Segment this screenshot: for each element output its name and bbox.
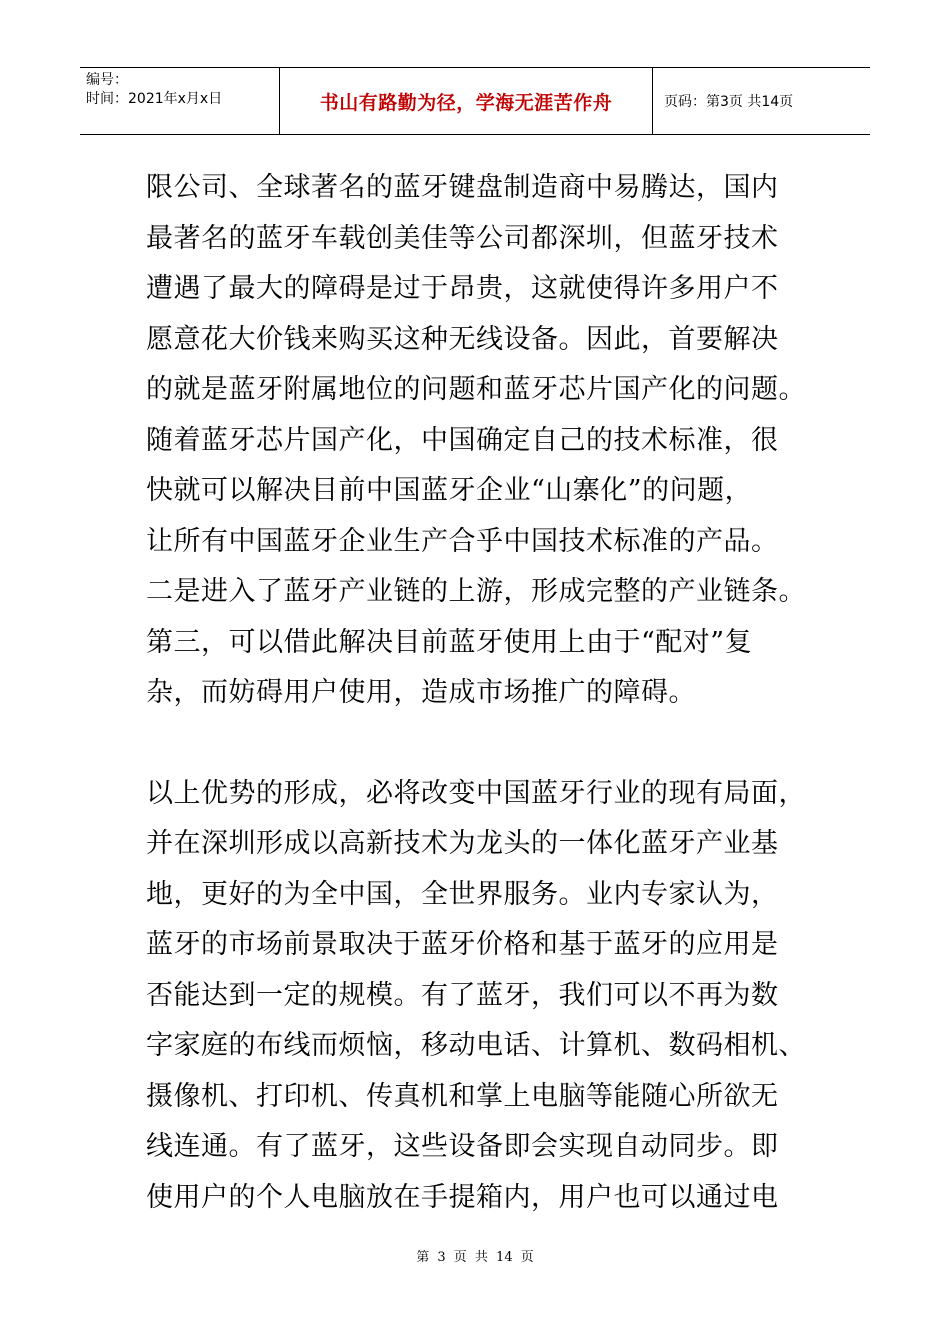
- text-line: 字家庭的布线而烦恼，移动电话、计算机、数码相机、: [146, 1030, 806, 1061]
- footer-page-number: 第 3 页 共 14 页: [416, 1250, 534, 1265]
- text-line: 二是进入了蓝牙产业链的上游，形成完整的产业链条。: [146, 576, 806, 607]
- paragraph-2: [146, 769, 826, 1224]
- text-line: 杂，而妨碍用户使用，造成市场推广的障碍。: [146, 677, 696, 708]
- text-line: 最著名的蓝牙车载创美佳等公司都深圳，但蓝牙技术: [146, 222, 779, 254]
- text-line: 随着蓝牙芯片国产化，中国确定自己的技术标准，很: [146, 424, 779, 456]
- text-line: 摄像机、打印机、传真机和掌上电脑等能随心所欲无: [146, 1080, 779, 1112]
- page-code-label: 页码：第3页 共14页: [664, 94, 794, 110]
- paragraph-1: [146, 163, 826, 719]
- text-line: 限公司、全球著名的蓝牙键盘制造商中易腾达，国内: [146, 172, 779, 203]
- text-line: 地，更好的为全中国，全世界服务。业内专家认为，: [146, 878, 779, 910]
- text-line: 第三，可以借此解决目前蓝牙使用上由于“配对”复: [146, 626, 753, 658]
- text-line: 愿意花大价钱来购买这种无线设备。因此，首要解决: [146, 323, 779, 355]
- header-motto: 书山有路勤为径，学海无涯苦作舟: [319, 91, 613, 114]
- document-time-label: 时间：2021年x月x日: [86, 91, 223, 107]
- text-line: 否能达到一定的规模。有了蓝牙，我们可以不再为数: [146, 979, 779, 1011]
- header-page-code: [653, 68, 870, 134]
- page-footer: [0, 1246, 950, 1265]
- text-line: 遭遇了最大的障碍是过于昂贵，这就使得许多用户不: [146, 273, 779, 304]
- text-line: 蓝牙的市场前景取决于蓝牙价格和基于蓝牙的应用是: [146, 929, 779, 960]
- page-header: [80, 67, 870, 135]
- document-body: [146, 163, 826, 1223]
- text-line: 使用户的个人电脑放在手提箱内，用户也可以通过电: [146, 1181, 779, 1213]
- text-line: 快就可以解决目前中国蓝牙企业“山寨化”的问题，: [146, 475, 753, 506]
- header-motto-cell: [280, 68, 653, 134]
- paragraph-gap: [146, 719, 826, 769]
- text-line: 以上优势的形成，必将改变中国蓝牙行业的现有局面，: [146, 777, 806, 809]
- text-line: 的就是蓝牙附属地位的问题和蓝牙芯片国产化的问题。: [146, 374, 806, 405]
- text-line: 并在深圳形成以高新技术为龙头的一体化蓝牙产业基: [146, 828, 779, 859]
- text-line: 线连通。有了蓝牙，这些设备即会实现自动同步。即: [146, 1131, 779, 1162]
- header-meta: [80, 68, 280, 134]
- document-number-label: 编号：: [86, 72, 128, 88]
- text-line: 让所有中国蓝牙企业生产合乎中国技术标准的产品。: [146, 525, 779, 557]
